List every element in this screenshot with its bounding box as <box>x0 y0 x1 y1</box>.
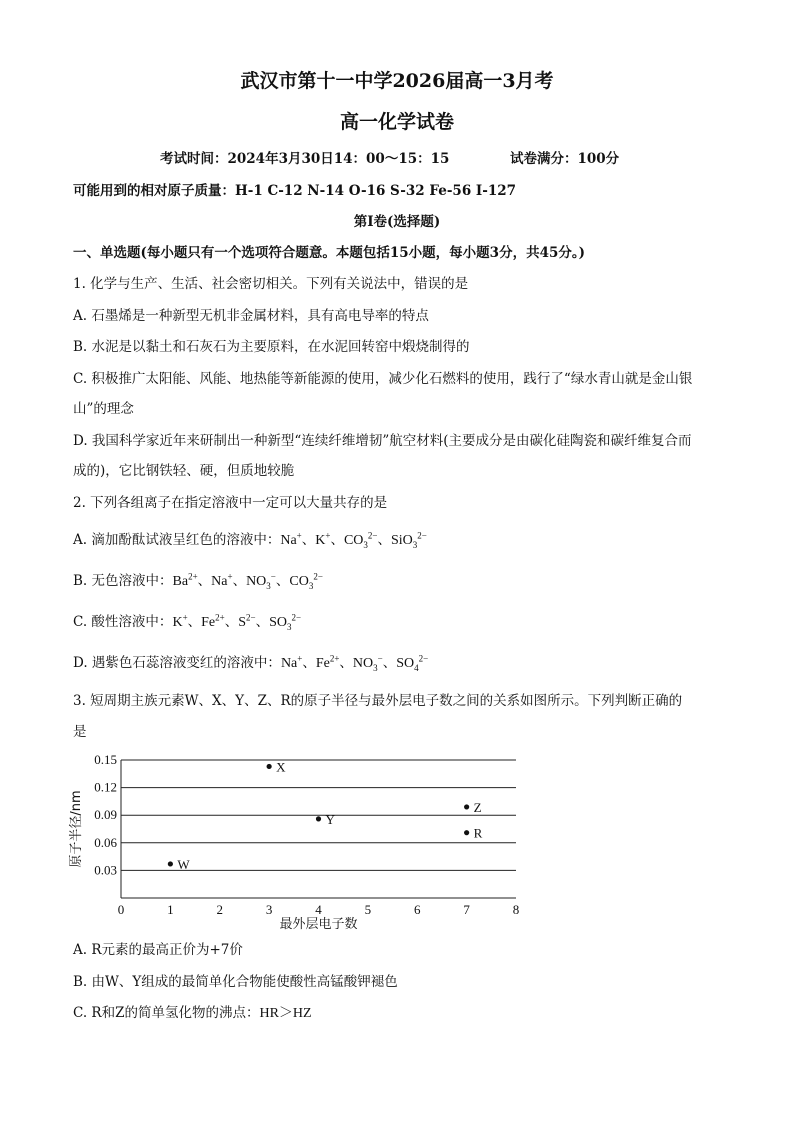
q2-stem: 2. 下列各组离子在指定溶液中一定可以大量共存的是 <box>73 495 388 511</box>
ion-fe: $Fe^{2+}$ <box>315 653 340 671</box>
q1-option-c: C. 积极推广太阳能、风能、地热能等新能源的使用，减少化石燃料的使用，践行了“绿水青山就是金山银 <box>73 371 693 387</box>
ion-so4: $SO_4^{2-}$ <box>396 653 429 673</box>
ion-na: Na+ <box>280 530 302 548</box>
x-tick-label: 5 <box>364 902 372 917</box>
exam-time: 考试时间：2024年3月30日14：00～15：15 <box>160 151 450 167</box>
q1-option-a: A. 石墨烯是一种新型无机非金属材料，具有高电导率的特点 <box>73 308 429 324</box>
ion-no3: $NO_3^-$ <box>246 571 276 591</box>
y-tick-label: 0.15 <box>94 752 117 767</box>
q2-option-a-label: A. 滴加酚酞试液呈红色的溶液中： <box>73 532 281 548</box>
x-tick-label: 8 <box>512 902 520 917</box>
q2-option-d: D. 遇紫色石蕊溶液变红的溶液中：Na+、$Fe^{2+}$、$NO_3^-$、$SO_4^{2-}$ <box>73 653 429 673</box>
q2-option-a: A. 滴加酚酞试液呈红色的溶液中：Na+、K+、$CO_3^{2-}$、SiO$_3^{2-}$ <box>73 530 427 550</box>
y-tick-label: 0.12 <box>94 779 117 795</box>
q3-option-a: A. R元素的最高正价为+7价 <box>73 942 243 958</box>
section-instructions: 一、单选题(每小题只有一个选项符合题意。本题包括15小题，每小题3分，共45分。) <box>73 245 585 261</box>
y-tick-label: 0.03 <box>94 862 117 878</box>
point-label-x: X <box>276 759 286 775</box>
y-axis-title: 原子半径/nm <box>69 790 84 868</box>
point-r <box>464 830 469 835</box>
point-y <box>316 816 321 821</box>
subject-title: 高一化学试卷 <box>339 111 454 133</box>
ion-ba: $Ba^{2+}$ <box>172 571 198 589</box>
x-tick-label: 0 <box>117 902 125 917</box>
ion-fe: $Fe^{2+}$ <box>201 612 225 630</box>
q3-option-c <box>73 1004 312 1023</box>
q2-option-c-label: C. 酸性溶液中： <box>73 614 173 630</box>
x-tick-label: 7 <box>463 902 470 917</box>
point-label-z: Z <box>473 799 482 815</box>
point-label-r: R <box>473 825 483 841</box>
q1-option-d: D. 我国科学家近年来研制出一种新型“连续纤维增韧”航空材料(主要成分是由碳化硅陶瓷和碳纤维复合而 <box>73 433 692 449</box>
full-score: 试卷满分：100分 <box>510 151 620 167</box>
point-x <box>267 764 272 769</box>
ion-so3: $SO_3^{2-}$ <box>269 612 302 632</box>
x-tick-label: 2 <box>216 902 223 917</box>
ion-s: $S^{2-}$ <box>238 612 256 630</box>
q1-option-d-cont: 成的)，它比钢铁轻、硬，但质地较脆 <box>73 463 295 479</box>
point-z <box>464 804 469 809</box>
q3-stem: 3. 短周期主族元素W、X、Y、Z、R的原子半径与最外层电子数之间的关系如图所示。下列判断正确的 <box>73 693 683 709</box>
ion-na: Na+ <box>280 653 303 671</box>
ion-co3: $CO_3^{2-}$ <box>289 571 323 591</box>
ion-sio3: SiO$_3^{2-}$ <box>390 530 427 550</box>
q1-option-b: B. 水泥是以黏土和石灰石为主要原料，在水泥回转窑中煅烧制得的 <box>73 339 470 355</box>
school-exam-title: 武汉市第十一中学2026届高一3月考 <box>240 70 554 92</box>
point-w <box>168 861 173 866</box>
ion-na: Na+ <box>211 571 233 589</box>
x-tick-label: 4 <box>315 902 322 917</box>
ion-co3: $CO_3^{2-}$ <box>343 530 378 550</box>
y-tick-label: 0.06 <box>94 834 117 850</box>
q1-option-c-cont: 山”的理念 <box>73 401 134 417</box>
q3-stem-cont: 是 <box>73 724 87 740</box>
x-tick-label: 1 <box>167 902 174 917</box>
q2-option-c: C. 酸性溶液中：K+、$Fe^{2+}$、$S^{2-}$、$SO_3^{2-}$ <box>73 612 302 632</box>
point-label-w: W <box>177 856 190 872</box>
y-tick-label: 0.09 <box>94 807 117 823</box>
q2-option-d-label: D. 遇紫色石蕊溶液变红的溶液中： <box>73 655 281 671</box>
x-tick-label: 3 <box>265 902 273 917</box>
q3-option-c-formula: HR＞HZ <box>259 1006 312 1021</box>
q3-option-b: B. 由W、Y组成的最简单化合物能使酸性高锰酸钾褪色 <box>73 974 398 990</box>
ion-k: K+ <box>315 530 331 548</box>
radius-scatter-chart <box>66 748 536 930</box>
ion-k: K+ <box>172 612 188 630</box>
q1-stem: 1. 化学与生产、生活、社会密切相关。下列有关说法中，错误的是 <box>73 276 469 292</box>
x-tick-label: 6 <box>414 902 421 917</box>
q2-option-b: B. 无色溶液中：$Ba^{2+}$、Na+、$NO_3^-$、$CO_3^{2-}$ <box>73 571 323 591</box>
q3-option-c-label: C. R和Z的简单氢化物的沸点： <box>73 1005 260 1021</box>
point-label-y: Y <box>325 811 335 827</box>
ion-no3: $NO_3^-$ <box>352 653 383 673</box>
q2-option-b-label: B. 无色溶液中： <box>73 573 173 589</box>
part-title: 第Ⅰ卷(选择题) <box>353 214 441 230</box>
x-axis-title: 最外层电子数 <box>279 917 358 930</box>
atomic-masses: 可能用到的相对原子质量：H-1 C-12 N-14 O-16 S-32 Fe-56 I-127 <box>73 183 517 199</box>
